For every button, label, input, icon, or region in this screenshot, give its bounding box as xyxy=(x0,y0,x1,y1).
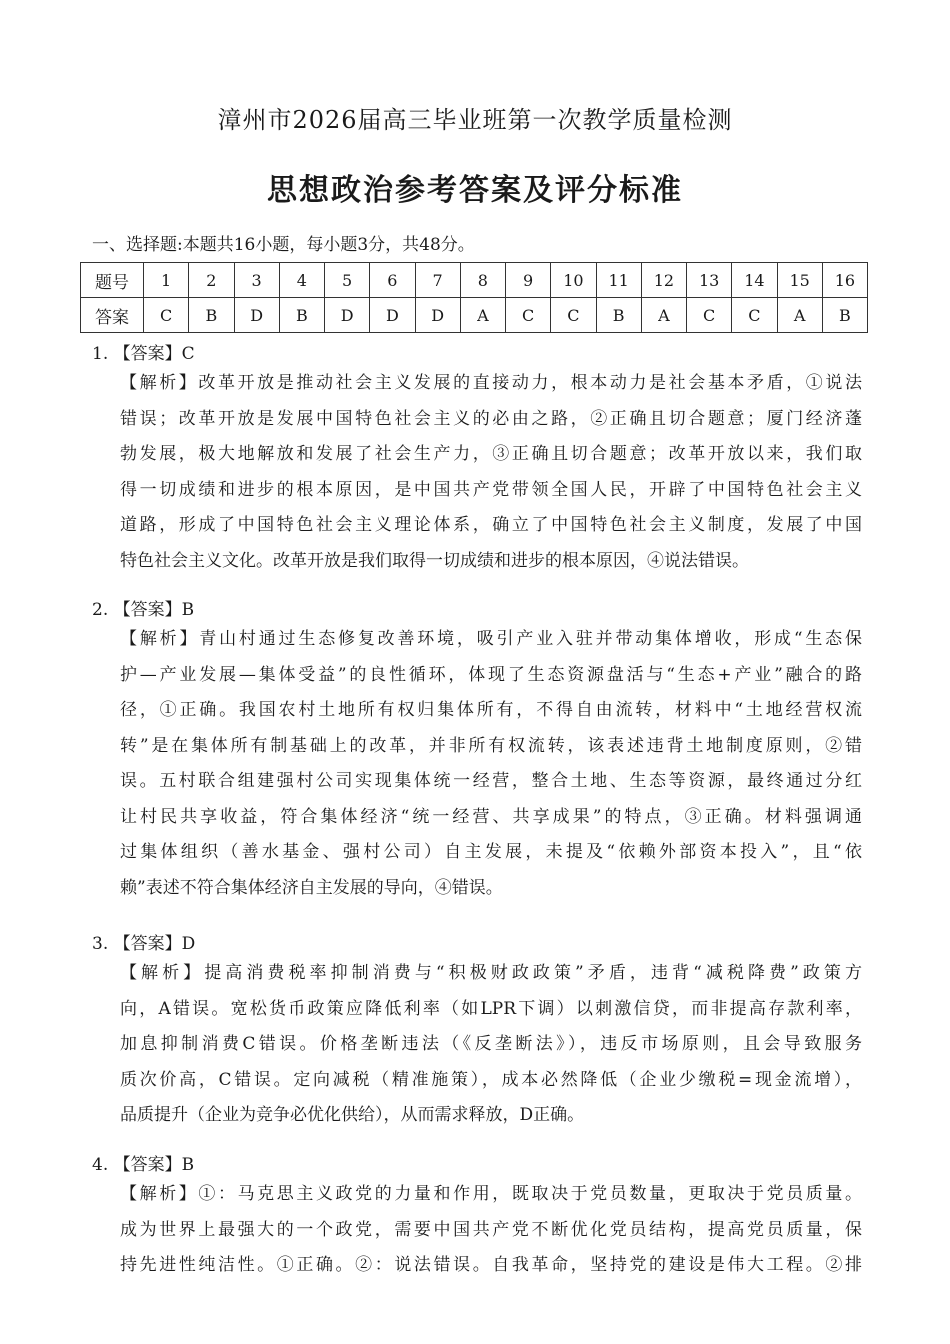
explanation-line: 特色社会主义文化。改革开放是我们取得一切成绩和进步的根本原因，④说法错误。 xyxy=(120,550,749,571)
explanation-line: 【解析】提高消费税率抑制消费与“积极财政政策”矛盾，违背“减税降费”政策方 xyxy=(120,963,862,983)
answer-cell: D xyxy=(415,298,460,333)
question-number: 7 xyxy=(415,263,460,298)
answer-cell: A xyxy=(777,298,822,333)
question-number: 16 xyxy=(822,263,867,298)
explanation-line: 过集体组织（善水基金、强村公司）自主发展，未提及“依赖外部资本投入”，且“依 xyxy=(120,842,862,862)
explanation-line: 勃发展，极大地解放和发展了社会生产力，③正确且切合题意；改革开放以来，我们取 xyxy=(120,444,862,464)
explanation-line: 赖”表述不符合集体经济自主发展的导向，④错误。 xyxy=(120,877,503,898)
explanation-line: 【解析】①：马克思主义政党的力量和作用，既取决于党员数量，更取决于党员质量。 xyxy=(120,1184,862,1204)
explanation-line: 径，①正确。我国农村土地所有权归集体所有，不得自由流转，材料中“土地经营权流 xyxy=(120,700,862,720)
question-number: 14 xyxy=(732,263,777,298)
explanation-line: 让村民共享收益，符合集体经济“统一经营、共享成果”的特点，③正确。材料强调通 xyxy=(120,806,862,827)
question-number: 10 xyxy=(551,263,596,298)
answer-cell: B xyxy=(279,298,324,333)
question-number: 3 xyxy=(234,263,279,298)
explanation-line: 道路，形成了中国特色社会主义理论体系，确立了中国特色社会主义制度，发展了中国 xyxy=(120,515,862,535)
answer-row xyxy=(81,298,868,333)
explanation-line: 转”是在集体所有制基础上的改革，并非所有权流转，该表述违背土地制度原则，②错 xyxy=(120,735,862,756)
question-number: 1 xyxy=(144,263,189,298)
item-2-answer: 2. 【答案】B xyxy=(92,600,195,620)
explanation-line: 护—产业发展—集体受益”的良性循环，体现了生态资源盘活与“生态+产业”融合的路 xyxy=(120,664,862,685)
answer-cell: D xyxy=(234,298,279,333)
item-1-explanation xyxy=(120,366,862,579)
item-4-answer: 4. 【答案】B xyxy=(92,1155,195,1175)
answer-key-title: 思想政治参考答案及评分标准 xyxy=(267,173,683,208)
explanation-line: 加息抑制消费C错误。价格垄断违法（《反垄断法》），违反市场原则，且会导致服务 xyxy=(120,1034,862,1054)
answer-cell: A xyxy=(460,298,505,333)
row-label-number: 题号 xyxy=(81,263,144,298)
question-number: 5 xyxy=(325,263,370,298)
question-number: 9 xyxy=(506,263,551,298)
answer-cell: C xyxy=(551,298,596,333)
question-number: 13 xyxy=(687,263,732,298)
explanation-line: 持先进性纯洁性。①正确。②：说法错误。自我革命，坚持党的建设是伟大工程。②排 xyxy=(120,1255,862,1275)
explanation-line: 向，A错误。宽松货币政策应降低利率（如LPR下调）以刺激信贷，而非提高存款利率， xyxy=(120,998,862,1019)
answer-cell: C xyxy=(732,298,777,333)
item-3-explanation xyxy=(120,956,862,1134)
answer-cell: D xyxy=(370,298,415,333)
explanation-line: 错误；改革开放是发展中国特色社会主义的必由之路，②正确且切合题意；厦门经济蓬 xyxy=(120,408,862,429)
item-1-answer: 1. 【答案】C xyxy=(92,344,195,364)
question-number: 8 xyxy=(460,263,505,298)
answer-cell: A xyxy=(641,298,686,333)
explanation-line: 误。五村联合组建强村公司实现集体统一经营，整合土地、生态等资源，最终通过分红 xyxy=(120,771,862,791)
answer-cell: B xyxy=(822,298,867,333)
answer-table xyxy=(80,262,868,333)
question-number: 2 xyxy=(189,263,234,298)
item-2-explanation xyxy=(120,622,862,906)
explanation-line: 【解析】改革开放是推动社会主义发展的直接动力，根本动力是社会基本矛盾，①说法 xyxy=(120,373,862,393)
row-label-answer: 答案 xyxy=(81,298,144,333)
question-number: 6 xyxy=(370,263,415,298)
explanation-line: 得一切成绩和进步的根本原因，是中国共产党带领全国人民，开辟了中国特色社会主义 xyxy=(120,479,862,500)
answer-cell: C xyxy=(687,298,732,333)
question-number: 12 xyxy=(641,263,686,298)
explanation-line: 品质提升（企业为竞争必优化供给），从而需求释放，D正确。 xyxy=(120,1105,585,1125)
question-number: 11 xyxy=(596,263,641,298)
section-heading: 一、选择题:本题共16小题，每小题3分，共48分。 xyxy=(92,235,475,255)
answer-cell: D xyxy=(325,298,370,333)
question-number: 15 xyxy=(777,263,822,298)
explanation-line: 质次价高，C错误。定向减税（精准施策），成本必然降低（企业少缴税=现金流增）， xyxy=(120,1069,862,1090)
answer-cell: C xyxy=(144,298,189,333)
question-number-row xyxy=(81,263,868,298)
item-3-answer: 3. 【答案】D xyxy=(92,934,196,954)
answer-cell: B xyxy=(596,298,641,333)
answer-cell: B xyxy=(189,298,234,333)
explanation-line: 成为世界上最强大的一个政党，需要中国共产党不断优化党员结构，提高党员质量，保 xyxy=(120,1219,862,1240)
question-number: 4 xyxy=(279,263,324,298)
exam-title: 漳州市2026届高三毕业班第一次教学质量检测 xyxy=(217,106,733,134)
answer-cell: C xyxy=(506,298,551,333)
item-4-explanation xyxy=(120,1177,862,1284)
explanation-line: 【解析】青山村通过生态修复改善环境，吸引产业入驻并带动集体增收，形成“生态保 xyxy=(120,629,862,649)
